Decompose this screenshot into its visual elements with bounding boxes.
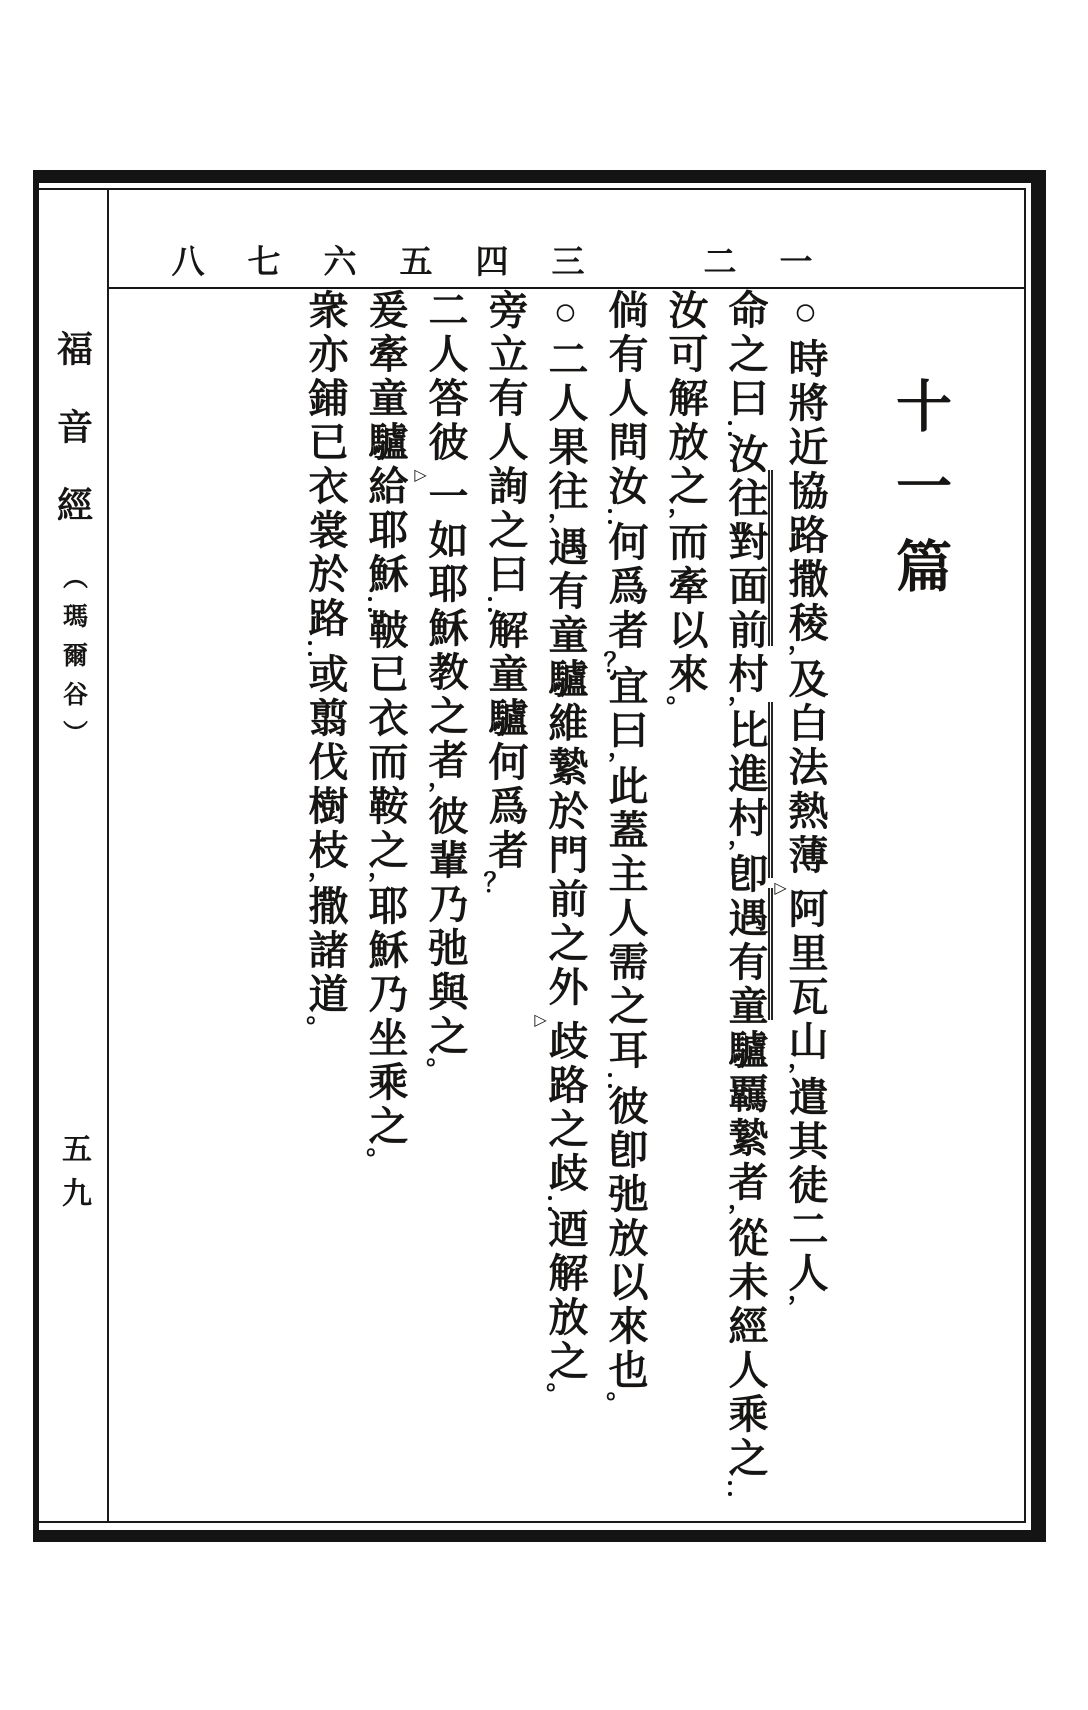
verse-text: 遣其徒二人: [783, 1076, 828, 1296]
verse-text: 比進村: [723, 709, 768, 841]
punctuation-mark: ：: [527, 1194, 556, 1220]
punctuation-mark: ，: [767, 1294, 796, 1320]
verse-text: 迺解放之: [543, 1208, 588, 1384]
verse-text: 衆亦鋪已衣裳於路: [303, 289, 348, 641]
verse-text: 命之曰: [723, 289, 768, 421]
paragraph-circle-marker: ○: [783, 289, 828, 338]
verse-column: [287, 289, 354, 1521]
verse-number: 八: [171, 245, 205, 281]
verse-text: 二人果往: [543, 338, 588, 514]
punctuation-mark: ，: [587, 751, 616, 777]
book-title-sub: （瑪爾谷）: [59, 564, 87, 759]
verse-number: 四: [475, 245, 509, 281]
book-title: [48, 330, 99, 759]
punctuation-mark: ：: [347, 595, 376, 621]
punctuation-mark: ，: [767, 644, 796, 670]
verse-number: 三: [551, 245, 585, 281]
place-name: 協路撒稜: [768, 470, 834, 646]
annotation-marker-icon: ▷: [411, 465, 428, 484]
verse-text: 或翦伐樹枝: [303, 653, 348, 873]
verse-number: 五: [399, 245, 433, 281]
verse-column: [467, 289, 534, 1521]
punctuation-mark: 。: [587, 1391, 616, 1417]
inner-frame-line: [39, 188, 1026, 1523]
punctuation-mark: ，: [707, 1203, 736, 1229]
verse-text: 從未經人乘之: [723, 1217, 768, 1481]
verse-column: [587, 289, 654, 1521]
punctuation-mark: ？: [467, 871, 496, 897]
verse-text: 解童驢何爲者: [483, 609, 528, 873]
margin-column: [39, 190, 109, 1521]
punctuation-mark: ，: [647, 507, 676, 533]
verse-text: 而牽以來: [663, 521, 708, 697]
verse-numbers-row: [109, 190, 1024, 287]
verse-column: [707, 289, 774, 1521]
punctuation-mark: ？: [587, 651, 616, 677]
annotation-marker-icon: ▷: [531, 1010, 548, 1029]
punctuation-mark: ：: [707, 1479, 736, 1505]
punctuation-mark: ，: [347, 871, 376, 897]
punctuation-mark: ：: [587, 507, 616, 533]
punctuation-mark: ：: [467, 595, 496, 621]
place-name: 白法熱薄: [768, 702, 834, 878]
book-title-main: 福音經: [52, 330, 93, 564]
verse-column: [527, 289, 594, 1521]
verse-text: 卽遇有童驢覊縶者: [723, 853, 768, 1205]
verse-text: 彼輩乃弛與之: [423, 795, 468, 1059]
punctuation-mark: ，: [287, 871, 316, 897]
punctuation-mark: 。: [527, 1382, 556, 1408]
verse-column: [767, 289, 834, 1521]
verse-text: 時將近: [783, 338, 828, 470]
verse-text: 何爲者: [603, 521, 648, 653]
punctuation-mark: ：: [287, 639, 316, 665]
verse-text: 耶穌乃坐乘之: [363, 885, 408, 1149]
verse-text: 此蓋主人需之耳: [603, 765, 648, 1073]
punctuation-mark: 。: [647, 695, 676, 721]
verse-text: 及: [783, 658, 828, 702]
punctuation-mark: 。: [407, 1057, 436, 1083]
punctuation-mark: ：: [587, 1071, 616, 1097]
punctuation-mark: ，: [707, 695, 736, 721]
verse-text: 山: [783, 1020, 828, 1064]
punctuation-mark: ，: [527, 512, 556, 538]
verse-column: [347, 289, 414, 1521]
punctuation-mark: ，: [707, 839, 736, 865]
punctuation-mark: ，: [767, 1062, 796, 1088]
annotation-marker-icon: ▷: [771, 878, 788, 897]
verse-number: 一: [779, 245, 813, 281]
punctuation-mark: ，: [407, 781, 436, 807]
text-content: [109, 190, 1024, 1521]
verse-text: 二人答彼: [423, 289, 468, 465]
punctuation-mark: ：: [707, 419, 736, 445]
verse-text: 遇有童驢維縶於門前之外: [543, 526, 588, 1010]
paragraph-circle-marker: ○: [543, 289, 588, 338]
punctuation-mark: 。: [287, 1015, 316, 1041]
text-columns: [109, 289, 1024, 1521]
verse-text: 汝往對面前村: [723, 433, 768, 697]
chapter-title: 十一篇: [888, 377, 950, 617]
place-name: 阿里瓦: [768, 888, 834, 1020]
verse-text: 汝可解放之: [663, 289, 708, 509]
verse-text: 爰牽童驢給耶穌: [363, 289, 408, 597]
verse-text: 一如耶穌教之者: [423, 475, 468, 783]
verse-text: 歧路之歧: [543, 1020, 588, 1196]
verse-number: 七: [247, 245, 281, 281]
verse-number: 二: [703, 245, 737, 281]
verse-column: [647, 289, 714, 1521]
page-frame: [33, 170, 1046, 1542]
verse-text: 旁立有人詢之曰: [483, 289, 528, 597]
verse-text: 鞁已衣而鞍之: [363, 609, 408, 873]
verse-text: 彼卽弛放以來也: [603, 1085, 648, 1393]
punctuation-mark: 。: [347, 1147, 376, 1173]
verse-text: 宜曰: [603, 665, 648, 753]
page-number: 五九: [57, 1133, 90, 1221]
verse-text: 倘有人問汝: [603, 289, 648, 509]
verse-text: 撒諸道: [303, 885, 348, 1017]
verse-number: 六: [323, 245, 357, 281]
verse-column: [407, 289, 474, 1521]
